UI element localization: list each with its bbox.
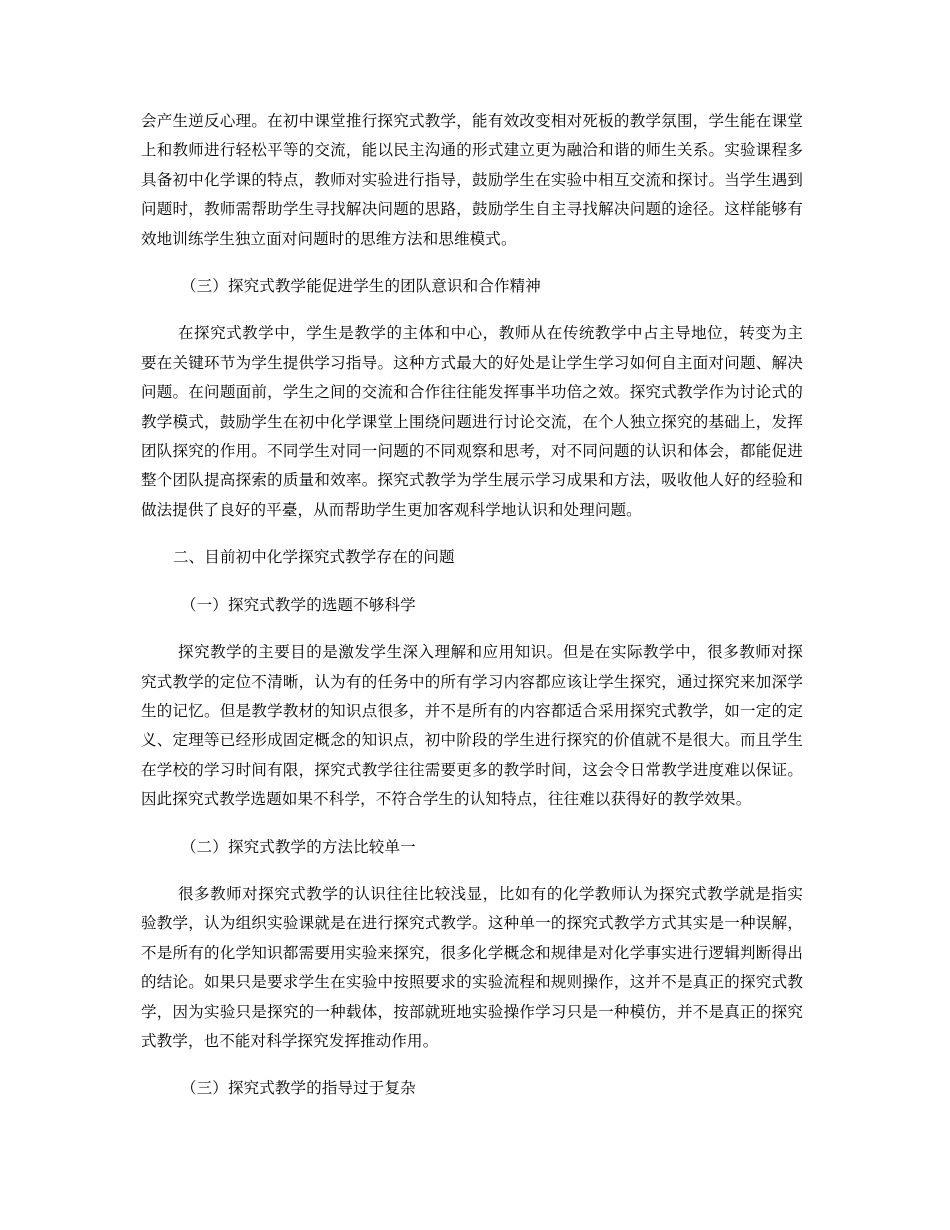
section-heading: 二、目前初中化学探究式教学存在的问题 (173, 548, 455, 567)
paragraph-gap (141, 862, 803, 880)
section-subheading: （三）探究式教学的指导过于复杂 (181, 1079, 416, 1098)
document-body (141, 107, 803, 1104)
paragraph-gap (141, 815, 803, 833)
paragraph-gap (141, 301, 803, 319)
paragraph-gap (141, 525, 803, 543)
body-paragraph: 很多教师对探究式教学的认识往往比较浅显，比如有的化学教师认为探究式教学就是指实验教学，认为组织实验课就是在进行探究式教学。这种单一的探究式教学方式其实是一种误解，不是所有的化学知识都需要用实验来探究，很多化学概念和规律是对化学事实进行逻辑判断得出的结论。如果只是要求学生在实验中按照要求的实验流程和规则操作，这并不是真正的探究式教学，因为实验只是探究的一种载体，按部就班地实验操作学习只是一种模仿，并不是真正的探究式教学，也不能对科学探究发挥推动作用。 (141, 884, 803, 1050)
section-subheading: （二）探究式教学的方法比较单一 (181, 837, 416, 856)
paragraph-gap (141, 254, 803, 272)
paragraph-gap (141, 1056, 803, 1074)
paragraph-continued: 会产生逆反心理。在初中课堂推行探究式教学，能有效改变相对死板的教学氛围，学生能在课堂上和教师进行轻松平等的交流，能以民主沟通的形式建立更为融洽和谐的师生关系。实验课程多具备初中化学课的特点，教师对实验进行指导，鼓励学生在实验中相互交流和探讨。当学生遇到问题时，教师需帮助学生寻找解决问题的思路，鼓励学生自主寻找解决问题的途径。这样能够有效地训练学生独立面对问题时的思维方法和思维模式。 (141, 112, 803, 248)
body-paragraph: 在探究式教学中，学生是教学的主体和中心，教师从在传统教学中占主导地位，转变为主要在关键环节为学生提供学习指导。这种方式最大的好处是让学生学习如何自主面对问题、解决问题。在问题面前，学生之间的交流和合作往往能发挥事半功倍之效。探究式教学作为讨论式的教学模式，鼓励学生在初中化学课堂上围绕问题进行讨论交流，在个人独立探究的基础上，发挥团队探究的作用。不同学生对同一问题的不同观察和思考，对不同问题的认识和体会，都能促进整个团队提高探索的质量和效率。探究式教学为学生展示学习成果和方法，吸收他人好的经验和做法提供了良好的平臺，从而帮助学生更加客观科学地认识和处理问题。 (141, 324, 803, 519)
paragraph-gap (141, 573, 803, 591)
section-subheading: （一）探究式教学的选题不够科学 (181, 595, 416, 614)
section-subheading: （三）探究式教学能促进学生的团队意识和合作精神 (181, 277, 541, 296)
paragraph-gap (141, 620, 803, 638)
body-paragraph: 探究教学的主要目的是激发学生深入理解和应用知识。但是在实际教学中，很多教师对探究式教学的定位不清晰，认为有的任务中的所有学习内容都应该让学生探究，通过探究来加深学生的记忆。但是教学教材的知识点很多，并不是所有的内容都适合采用探究式教学，如一定的定义、定理等已经形成固定概念的知识点，初中阶段的学生进行探究的价值就不是很大。而且学生在学校的学习时间有限，探究式教学往往需要更多的教学时间，这会令日常教学进度难以保证。因此探究式教学选题如果不科学，不符合学生的认知特点，往往难以获得好的教学效果。 (141, 643, 803, 809)
